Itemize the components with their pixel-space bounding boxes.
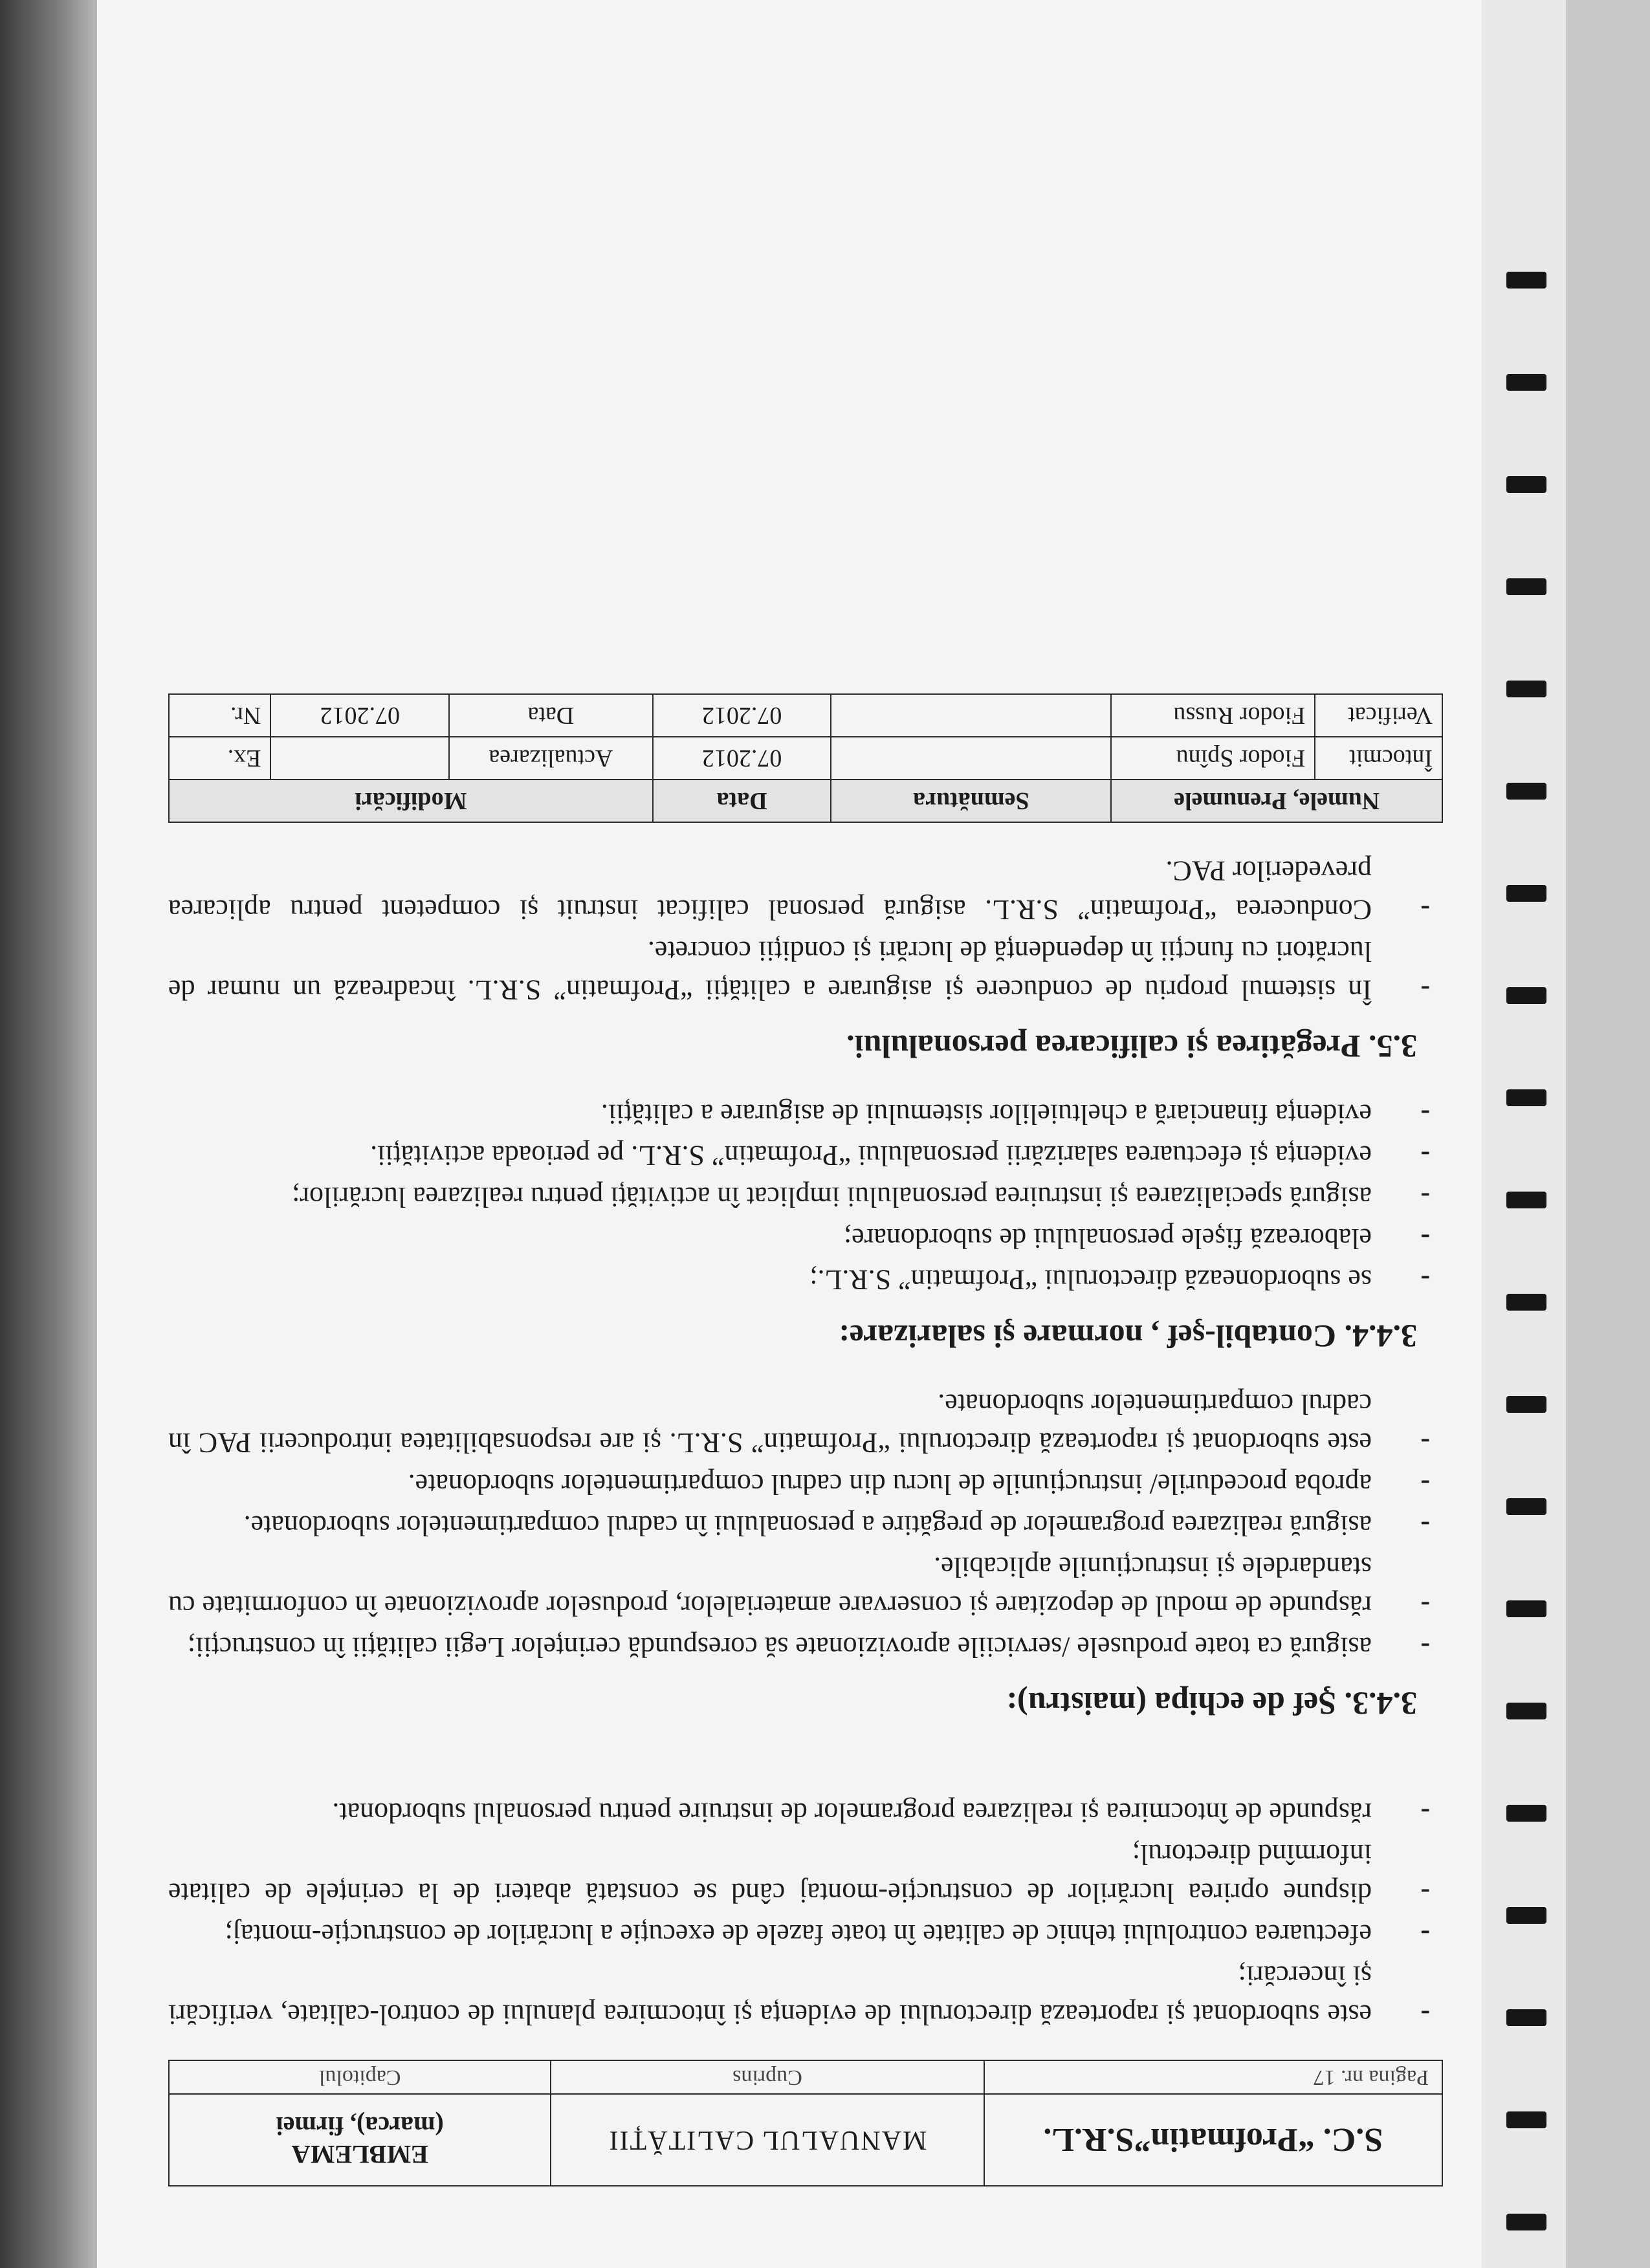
signature-cell — [831, 737, 1111, 780]
modification-label-cell: Actualizarea — [449, 737, 653, 780]
signature-cell — [831, 694, 1111, 737]
list-item: - răspunde de întocmirea și realizarea programelor de instruire pentru personalul subordonat. — [168, 1793, 1443, 1832]
list-item: - elaborează fișele personalului de subordonare; — [168, 1219, 1443, 1258]
section-3-4-4-list — [168, 1095, 1443, 1299]
list-item: - se subordonează directorului “Profmatin” S.R.L.; — [168, 1260, 1443, 1299]
company-name: S.C. “Profmatin”S.R.L. — [984, 2094, 1442, 2186]
role-cell: Verificat — [1315, 694, 1442, 737]
name-cell: Fiodor Russu — [1111, 694, 1315, 737]
document-sheet-rotated — [129, 39, 1540, 2225]
list-item: - evidența financiară a cheltuielilor sistemului de asigurare a calității. — [168, 1095, 1443, 1133]
section-3-5-list — [168, 851, 1443, 1009]
name-cell: Fiodor Spînu — [1111, 737, 1315, 780]
chapter-label: Capitolul — [169, 2060, 551, 2094]
modification-value-cell: 07.2012 — [270, 694, 449, 737]
list-item: - aproba procedurile/ instrucțiunile de lucru din cadrul compartimentelor subordonate. — [168, 1465, 1443, 1503]
date-cell: 07.2012 — [653, 737, 831, 780]
section-heading-3-4-3: 3.4.3. Şef de echipa (maistru): — [1006, 1686, 1417, 1722]
list-item: - asigură realizarea programelor de pregătire a personalului în cadrul compartimentelor subordonate. — [168, 1506, 1443, 1545]
contents-label: Cuprins — [551, 2060, 984, 2094]
date-cell: 07.2012 — [653, 694, 831, 737]
table-row — [169, 737, 1442, 780]
section-3-4-3-list — [168, 1384, 1443, 1666]
section-heading-3-4-4: 3.4.4. Contabil-şef , normare şi salarizare: — [839, 1318, 1417, 1355]
table-row — [169, 694, 1442, 737]
scanner-edge-shadow — [0, 0, 97, 2268]
col-header-date: Data — [653, 780, 831, 822]
intro-list — [168, 1793, 1443, 2034]
modification-label-cell: Data — [449, 694, 653, 737]
col-header-name: Numele, Prenumele — [1111, 780, 1442, 822]
modification-value-cell — [270, 737, 449, 780]
list-item: - În sistemul propriu de conducere și asigurare a calității “Profmatin” S.R.L. încadrează un numar de lucrători cu funcții în dependență de lucrări și condiții concrete. — [168, 932, 1443, 1009]
role-cell: Întocmit — [1315, 737, 1442, 780]
modification-key-cell: Ex. — [169, 737, 270, 780]
list-item: - Conducerea “Profmatin” S.R.L. asigură personal calificat instruit și competent pentru aplicarea prevederilor PAC. — [168, 851, 1443, 929]
emblem-label: EMBLEMA — [291, 2140, 428, 2169]
modification-key-cell: Nr. — [169, 694, 270, 737]
col-header-modifications: Modificări — [169, 780, 653, 822]
list-item: - răspunde de modul de depozitare și conservare amaterialelor, produselor aprovizionate în conformitate cu standardele și instrucțiunile aplicabile. — [168, 1547, 1443, 1625]
list-item: - este subordonat și raportează directorului de evidența și întocmirea planului de control-calitate, verificări și încercări; — [168, 1956, 1443, 2034]
list-item: - asigură ca toate produsele /serviciile aprovizionate să corespundă cerințelor Legii calității în construcții; — [168, 1628, 1443, 1666]
page-number: Pagina nr. 17 — [984, 2060, 1442, 2094]
emblem-sublabel: (marca), firmei — [276, 2111, 444, 2141]
list-item: - efectuarea controlului tehnic de calitate în toate fazele de execuție a lucrărilor de construcție-montaj; — [168, 1915, 1443, 1954]
section-heading-3-5: 3.5. Pregătirea și calificarea personalului. — [846, 1029, 1417, 1065]
list-item: - este subordonat și raportează directorului “Profmatin” S.R.L. și are responsabilitatea introducerii PAC în cadrul compartimentelor subordonate. — [168, 1384, 1443, 1462]
document-body — [168, 851, 1443, 2034]
approval-table — [168, 693, 1443, 823]
list-item: - dispune oprirea lucrărilor de construcție-montaj când se constată abateri de la cerințele de calitate informînd directorul; — [168, 1835, 1443, 1912]
col-header-signature: Semnătura — [831, 780, 1111, 822]
list-item: - evidența și efectuarea salarizării personalului “Profmatin” S.R.L. pe perioada activității. — [168, 1136, 1443, 1175]
header-table — [168, 2060, 1443, 2186]
manual-title: MANUALUL CALITĂȚII — [551, 2094, 984, 2186]
document-content — [168, 693, 1443, 2186]
emblem-cell — [169, 2094, 551, 2186]
list-item: - asigură specializarea și instruirea personalului implicat în activități pentru realizarea lucrărilor; — [168, 1177, 1443, 1216]
